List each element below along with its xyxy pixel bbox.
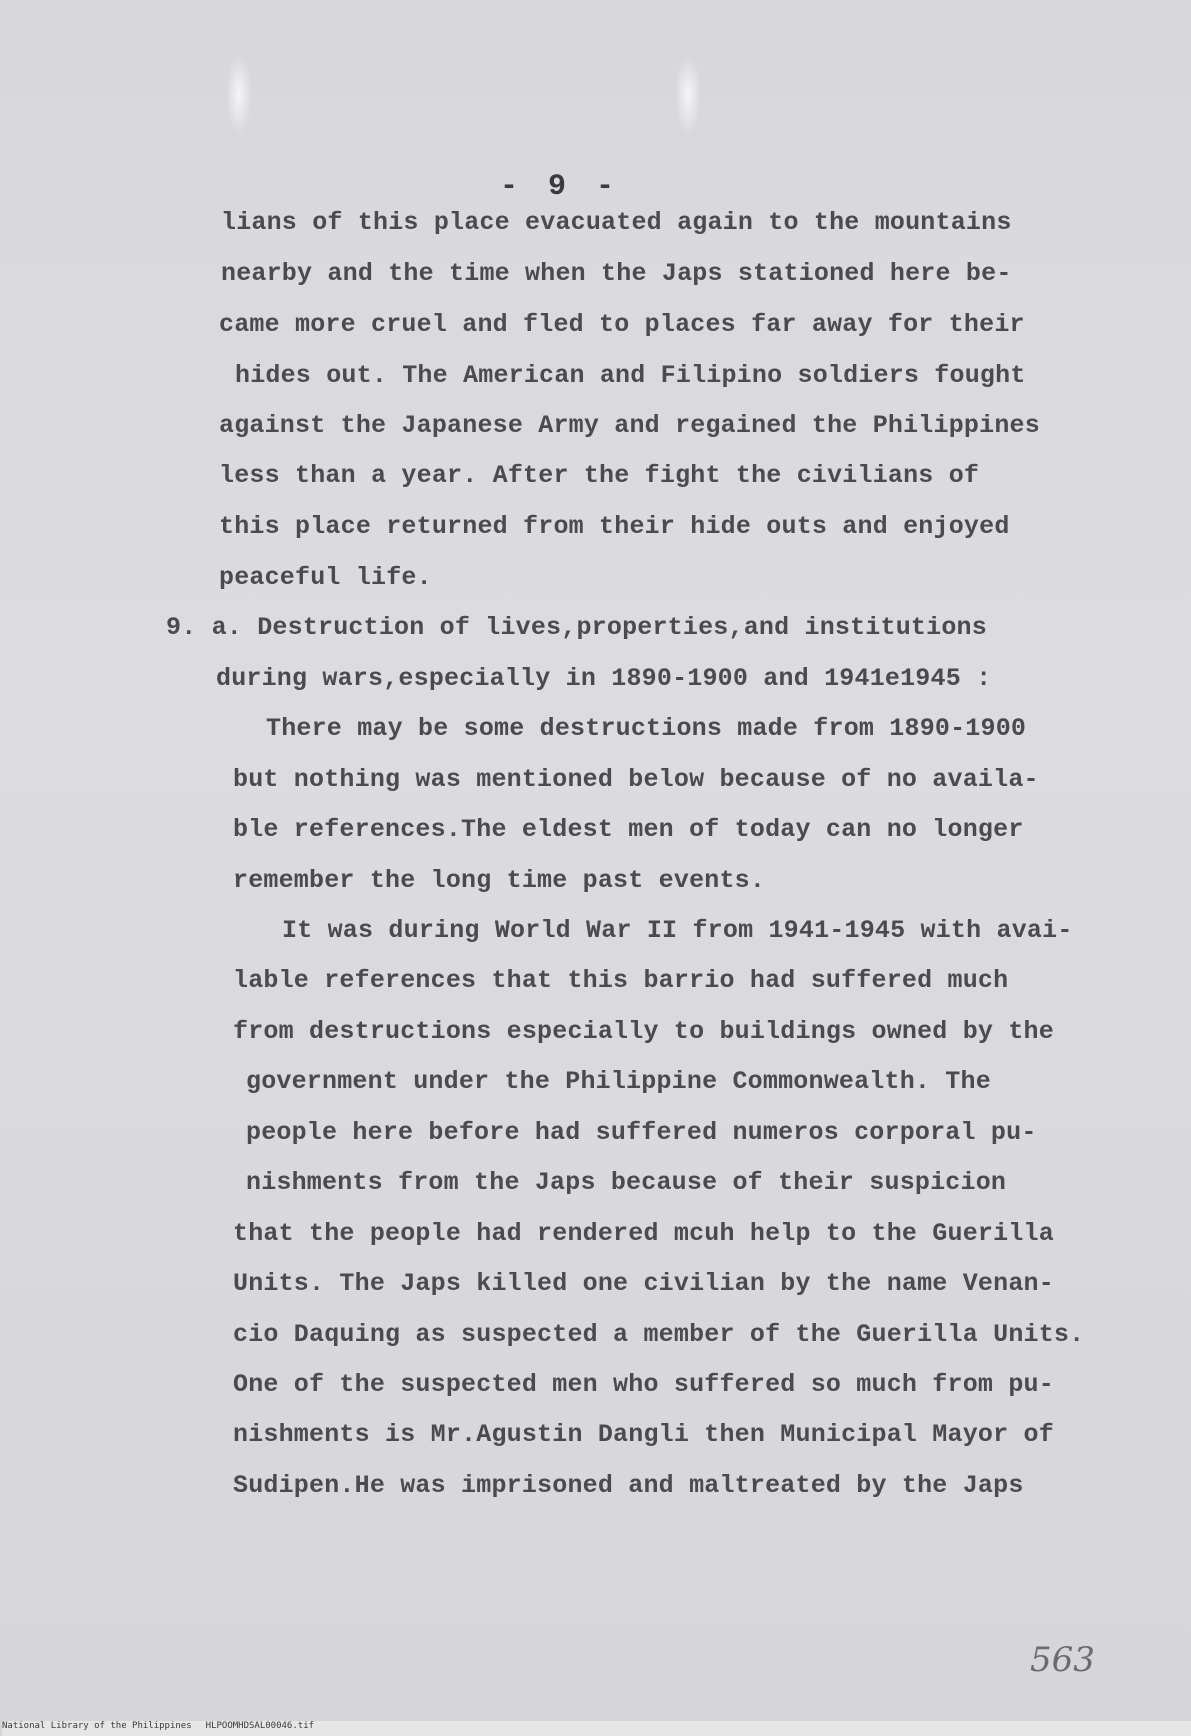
text-line: less than a year. After the fight the civilians of: [219, 461, 980, 490]
text-line: from destructions especially to buildings owned by the: [233, 1017, 1054, 1046]
text-line: ble references.The eldest men of today can no longer: [233, 815, 1024, 844]
text-line: cio Daquing as suspected a member of the Guerilla Units.: [233, 1320, 1085, 1349]
text-line: There may be some destructions made from 1890-1900: [266, 714, 1027, 743]
text-line: came more cruel and fled to places far away for their: [219, 310, 1025, 339]
text-line: Units. The Japs killed one civilian by the name Venan-: [233, 1269, 1054, 1298]
section-heading: 9. a. Destruction of lives,properties,and institutions: [166, 613, 987, 642]
text-line: remember the long time past events.: [233, 866, 766, 895]
text-line: hides out. The American and Filipino soldiers fought: [235, 361, 1026, 390]
text-line: peaceful life.: [219, 563, 432, 592]
footer-file: HLPOOMHDSAL00046.tif: [205, 1721, 315, 1731]
text-line: people here before had suffered numeros corporal pu-: [246, 1118, 1037, 1147]
paper-crease: [226, 55, 252, 135]
scan-footer: [2, 1721, 1191, 1736]
text-line: One of the suspected men who suffered so much from pu-: [233, 1370, 1054, 1399]
text-line: this place returned from their hide outs and enjoyed: [219, 512, 1010, 541]
handwritten-page-number: 563: [1030, 1640, 1095, 1680]
text-line: against the Japanese Army and regained the Philippines: [219, 411, 1040, 440]
text-line: but nothing was mentioned below because of no availa-: [233, 765, 1039, 794]
text-line: that the people had rendered mcuh help to the Guerilla: [233, 1219, 1054, 1248]
paper-crease: [675, 55, 701, 135]
text-line: nishments from the Japs because of their suspicion: [246, 1168, 1007, 1197]
text-line: lable references that this barrio had suffered much: [233, 966, 1009, 995]
text-line: government under the Philippine Commonwealth. The: [246, 1067, 991, 1096]
footer-library: National Library of the Philippines: [2, 1721, 192, 1731]
section-heading: during wars,especially in 1890-1900 and 1941e1945 :: [216, 664, 992, 693]
text-line: Sudipen.He was imprisoned and maltreated by the Japs: [233, 1471, 1024, 1500]
text-line: lians of this place evacuated again to the mountains: [221, 208, 1012, 237]
text-line: nishments is Mr.Agustin Dangli then Municipal Mayor of: [233, 1420, 1054, 1449]
page-number: - 9 -: [499, 170, 620, 204]
text-line: It was during World War II from 1941-1945 with avai-: [282, 916, 1073, 945]
text-line: nearby and the time when the Japs stationed here be-: [221, 259, 1012, 288]
